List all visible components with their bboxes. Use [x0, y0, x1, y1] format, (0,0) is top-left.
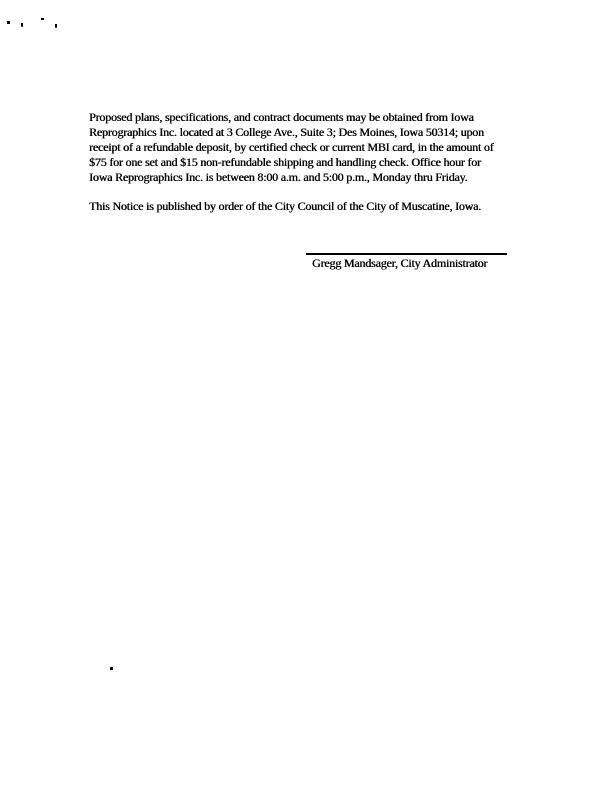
scan-speckle — [41, 18, 44, 20]
scan-speckle — [55, 24, 57, 28]
scan-speckle — [21, 23, 23, 27]
signature-name-title: Gregg Mandsager, City Administrator — [312, 256, 488, 270]
notice-paragraph-obtain-plans — [89, 110, 493, 185]
paragraph-line: $75 for one set and $15 non-refundable shipping and handling check. Office hour for — [89, 155, 481, 169]
scan-speckle — [7, 21, 10, 24]
notice-paragraph-publication: This Notice is published by order of the City Council of the City of Muscatine, Iowa. — [89, 199, 481, 213]
paragraph-line: Iowa Reprographics Inc. is between 8:00 a.m. and 5:00 p.m., Monday thru Friday. — [89, 170, 468, 184]
paragraph-line: receipt of a refundable deposit, by certified check or current MBI card, in the amount of — [89, 140, 494, 154]
paragraph-line: Reprographics Inc. located at 3 College Ave., Suite 3; Des Moines, Iowa 50314; upon — [89, 125, 484, 139]
paragraph-line: Proposed plans, specifications, and contract documents may be obtained from Iowa — [89, 110, 474, 124]
scan-speckle — [110, 667, 113, 670]
signature-block — [306, 253, 507, 271]
